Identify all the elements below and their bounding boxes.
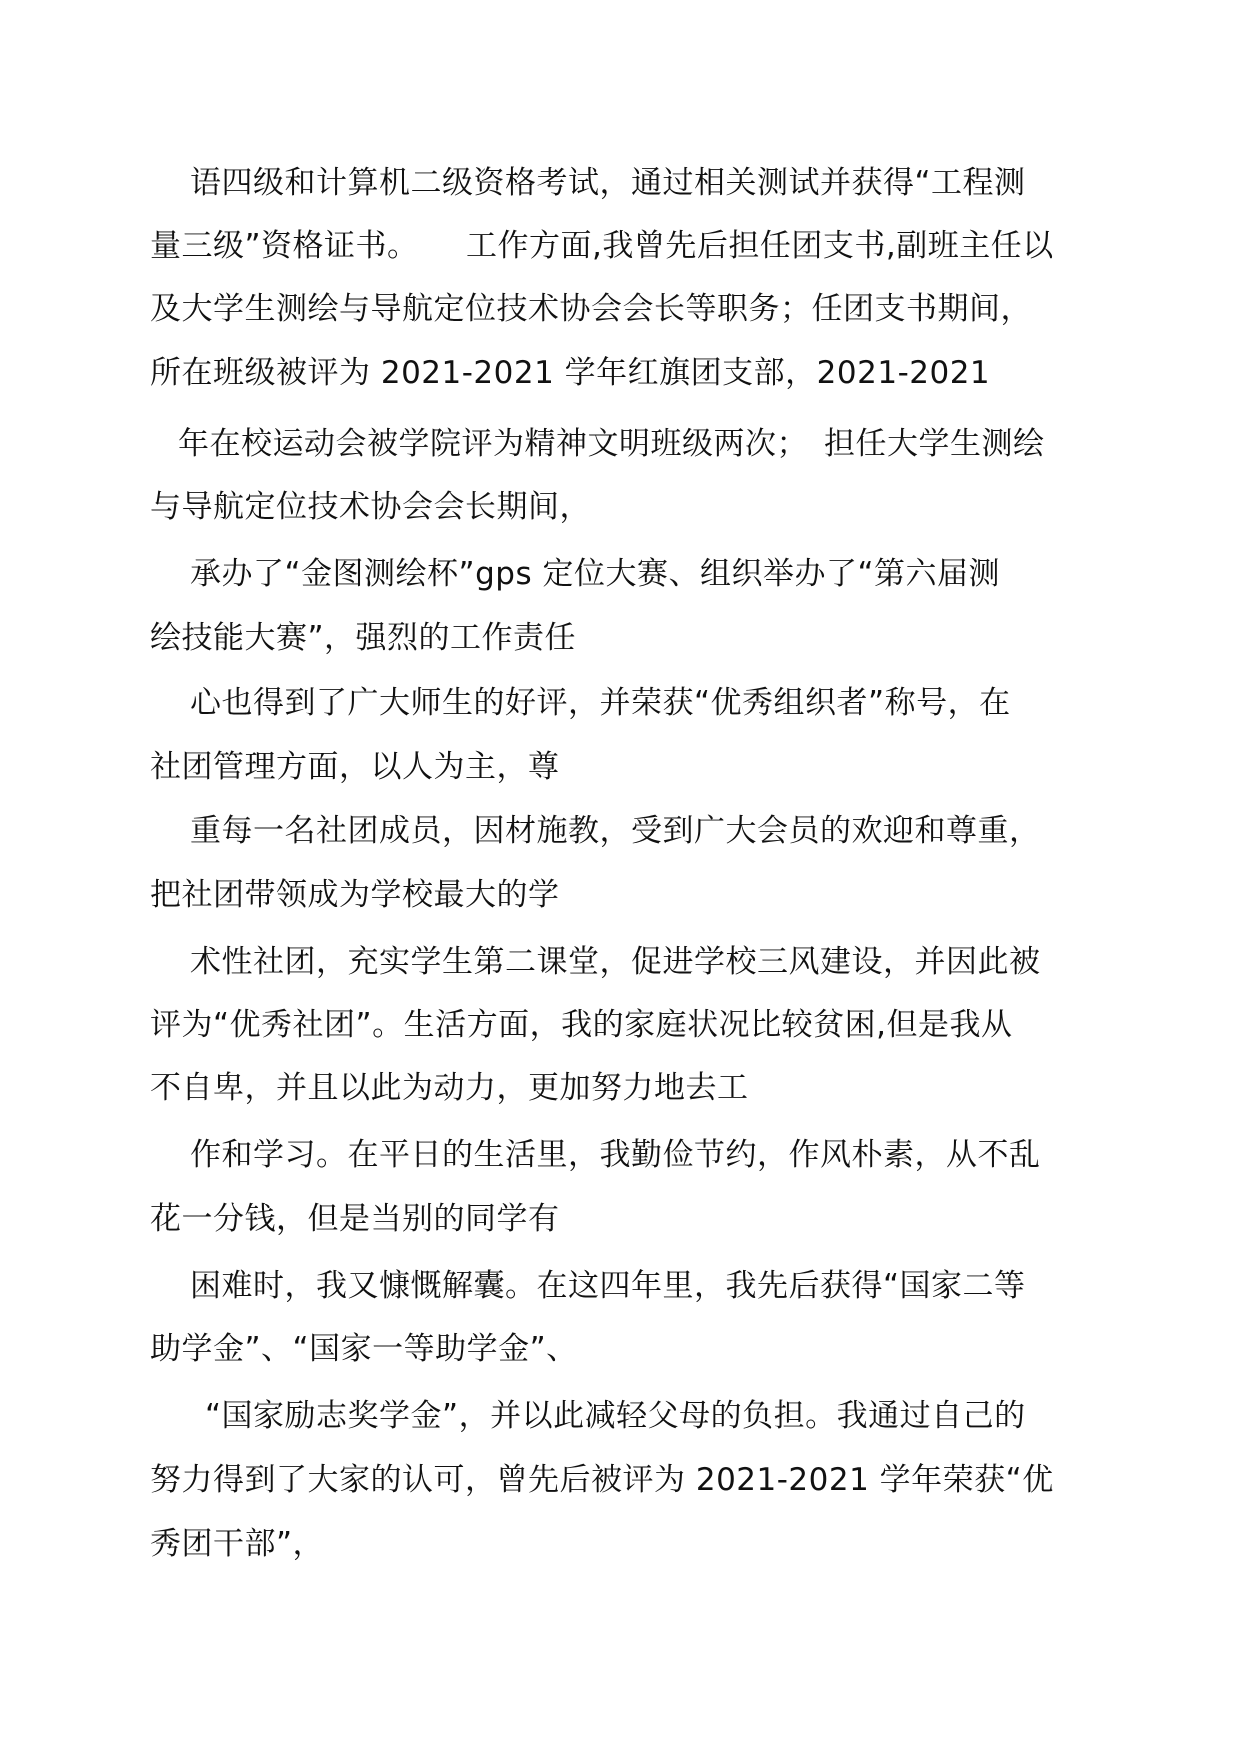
text-line: 绘技能大赛”，强烈的工作责任 [150, 620, 577, 656]
text-line: 年在校运动会被学院评为精神文明班级两次； 担任大学生测绘 [178, 426, 1045, 462]
text-line: 重每一名社团成员，因材施教，受到广大会员的欢迎和尊重， [190, 813, 1041, 849]
text-line: 量三级”资格证书。 工作方面,我曾先后担任团支书,副班主任以 [150, 228, 1054, 264]
text-line: 把社团带领成为学校最大的学 [150, 877, 560, 913]
text-line: 不自卑，并且以此为动力，更加努力地去工 [150, 1070, 749, 1106]
text-line: 心也得到了广大师生的好评，并荣获“优秀组织者”称号，在 [190, 685, 1011, 721]
text-line: 与导航定位技术协会会长期间， [150, 489, 591, 525]
text-line: 花一分钱，但是当别的同学有 [150, 1201, 560, 1237]
text-line: 及大学生测绘与导航定位技术协会会长等职务；任团支书期间， [150, 291, 1032, 327]
text-line: 助学金”、“国家一等助学金”、 [150, 1331, 578, 1367]
text-line: 术性社团，充实学生第二课堂，促进学校三风建设，并因此被 [190, 944, 1041, 980]
text-line: 困难时，我又慷慨解囊。在这四年里，我先后获得“国家二等 [190, 1268, 1026, 1304]
text-line: 秀团干部”， [150, 1526, 325, 1562]
text-line: 语四级和计算机二级资格考试，通过相关测试并获得“工程测 [190, 165, 1026, 201]
text-line: 承办了“金图测绘杯”gps 定位大赛、组织举办了“第六届测 [190, 556, 1001, 592]
text-line: 社团管理方面，以人为主，尊 [150, 749, 560, 785]
text-line: 作和学习。在平日的生活里，我勤俭节约，作风朴素，从不乱 [190, 1137, 1041, 1173]
text-line: 所在班级被评为 2021-2021 学年红旗团支部，2021-2021 [150, 355, 991, 391]
text-line: 评为“优秀社团”。生活方面，我的家庭状况比较贫困,但是我从 [150, 1007, 1013, 1043]
text-line: 努力得到了大家的认可，曾先后被评为 2021-2021 学年荣获“优 [150, 1462, 1054, 1498]
text-line: “国家励志奖学金”，并以此减轻父母的负担。我通过自己的 [205, 1398, 1026, 1434]
